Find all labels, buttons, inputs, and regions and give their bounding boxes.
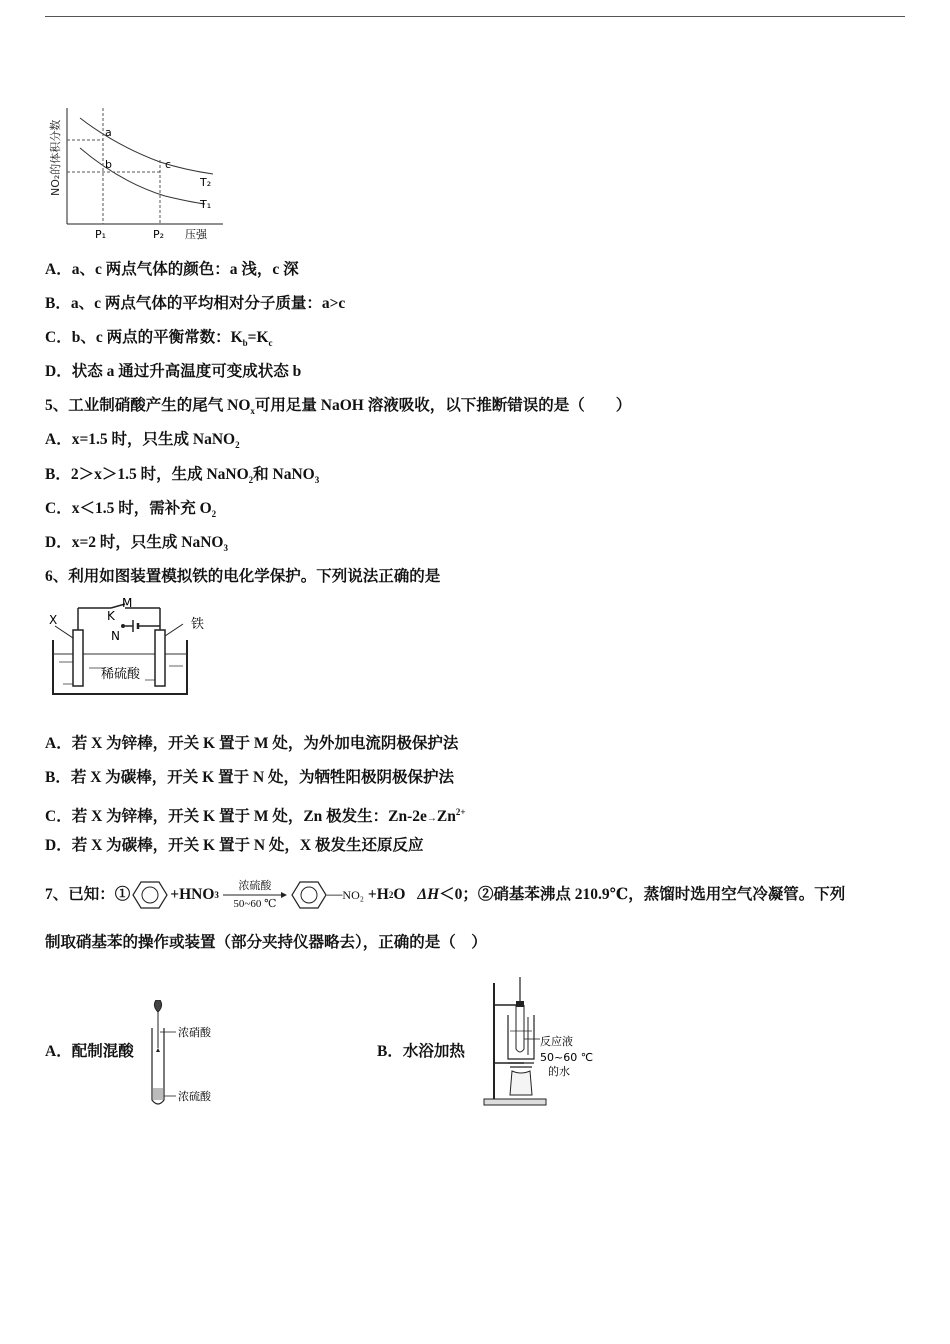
q7-stem-pre: 7、已知：① xyxy=(45,886,131,903)
nitrobenzene-ring-icon xyxy=(291,880,327,910)
tick-p1: P₁ xyxy=(95,228,107,241)
graph-ylabel: NO₂的体积分数 xyxy=(49,119,62,196)
q6-option-b: B．若 X 为碳棒，开关 K 置于 N 处，为牺牲阳极阴极保护法 xyxy=(45,769,455,786)
q7-hno3: +HNO xyxy=(170,886,215,903)
q5b-mid: 和 NaNO xyxy=(253,466,315,483)
label-conc-nitric: 浓硝酸 xyxy=(178,1026,211,1039)
q5c-sub: 2 xyxy=(211,509,217,520)
q5-stem-sub: x xyxy=(250,406,255,417)
q5-option-d xyxy=(45,533,228,558)
q7-reaction-arrow xyxy=(223,880,287,910)
label-acid: 稀硫酸 xyxy=(101,667,141,682)
q5b-text: B．2＞x＞1.5 时，生成 NaNO xyxy=(45,466,249,483)
q5-option-c xyxy=(45,499,216,524)
q6-stem: 6、利用如图装置模拟铁的电化学保护。下列说法正确的是 xyxy=(45,568,441,585)
label-reaction-liquid: 反应液 xyxy=(540,1035,573,1048)
label-iron: 铁 xyxy=(191,617,205,632)
q6c-zn: Zn xyxy=(436,808,456,826)
benzene-ring-icon xyxy=(132,880,168,910)
q4c-sub-c: c xyxy=(268,338,273,349)
q6c-text: C．若 X 为锌棒，开关 K 置于 M 处，Zn 极发生：Zn-2e xyxy=(45,808,427,826)
q7-temp: 50~60 ℃ xyxy=(233,898,277,910)
q5d-text: D．x=2 时，只生成 NaNO xyxy=(45,534,224,551)
q5-option-b xyxy=(45,465,319,490)
q5-option-a xyxy=(45,430,240,455)
label-temp: 50~60 ℃ xyxy=(540,1051,594,1064)
q5a-text: A．x=1.5 时，只生成 NaNO xyxy=(45,431,236,448)
point-a: a xyxy=(105,126,112,139)
q7-water: +H xyxy=(367,886,389,903)
q7-stem-post: ＜0；②硝基苯沸点 210.9℃，蒸馏时选用空气冷凝管。下列 xyxy=(439,886,846,903)
q7-test-tube-figure xyxy=(150,1000,230,1110)
label-water: 的水 xyxy=(548,1065,570,1078)
q4c-text: C．b、c 两点的平衡常数：K xyxy=(45,329,243,346)
q4-option-c xyxy=(45,328,273,353)
q5d-sub: 3 xyxy=(223,543,228,554)
graph-xlabel: 压强 xyxy=(185,228,207,241)
label-n: N xyxy=(111,629,120,643)
q6-option-d: D．若 X 为碳棒，开关 K 置于 N 处，X 极发生还原反应 xyxy=(45,837,424,854)
point-b: b xyxy=(105,158,112,171)
curve-t1-label: T₁ xyxy=(200,198,212,211)
q5-stem-pre: 5、工业制硝酸产生的尾气 NO xyxy=(45,397,251,414)
q7-no2-bond: — xyxy=(326,886,343,903)
q7-stem-line2: 制取硝基苯的操作或装置（部分夹持仪器略去），正确的是（ ） xyxy=(45,934,487,951)
q4-option-b: B．a、c 两点气体的平均相对分子质量：a>c xyxy=(45,295,346,312)
q4-option-d: D．状态 a 通过升高温度可变成状态 b xyxy=(45,363,302,380)
q7-option-a: A．配制混酸 xyxy=(45,1043,134,1060)
q7-water-bath-figure xyxy=(480,975,600,1109)
q4-option-a: A．a、c 两点气体的颜色：a 浅，c 深 xyxy=(45,261,299,278)
q4-equilibrium-graph xyxy=(45,100,225,242)
q7-water-sub: 2 xyxy=(388,890,394,900)
q7-option-b: B．水浴加热 xyxy=(377,1043,465,1060)
header-rule xyxy=(45,16,905,17)
label-x: X xyxy=(49,613,58,627)
q7-water-post: O xyxy=(393,886,406,903)
q7-dh: ΔH xyxy=(417,886,440,903)
q6c-arrow: → xyxy=(426,813,437,825)
label-k: K xyxy=(107,609,115,623)
q5c-text: C．x＜1.5 时，需补充 O xyxy=(45,500,212,517)
q6-option-a: A．若 X 为锌棒，开关 K 置于 M 处，为外加电流阴极保护法 xyxy=(45,735,459,752)
q5-stem-post: 可用足量 NaOH 溶液吸收，以下推断错误的是（ ） xyxy=(254,397,632,414)
q5b-sub1: 2 xyxy=(248,475,254,486)
curve-t2-label: T₂ xyxy=(200,176,212,189)
tick-p2: P₂ xyxy=(153,228,165,241)
label-conc-sulfuric: 浓硫酸 xyxy=(178,1090,211,1103)
label-m: M xyxy=(122,596,133,610)
q6c-sup: 2+ xyxy=(455,807,466,817)
q7-no2: NO₂ xyxy=(342,888,364,902)
q7-catalyst: 浓硫酸 xyxy=(238,880,272,892)
q7-stem-line1 xyxy=(45,880,845,910)
q7-hno3-sub: 3 xyxy=(214,890,219,900)
q4c-sub-b: b xyxy=(242,338,248,349)
q5-stem xyxy=(45,396,631,421)
q5a-sub: 2 xyxy=(235,440,240,451)
q6-cell-figure xyxy=(45,596,220,698)
q4c-mid: =K xyxy=(247,329,269,346)
q6-option-c xyxy=(45,802,466,829)
point-c: c xyxy=(165,158,172,171)
q5b-sub2: 3 xyxy=(314,475,320,486)
